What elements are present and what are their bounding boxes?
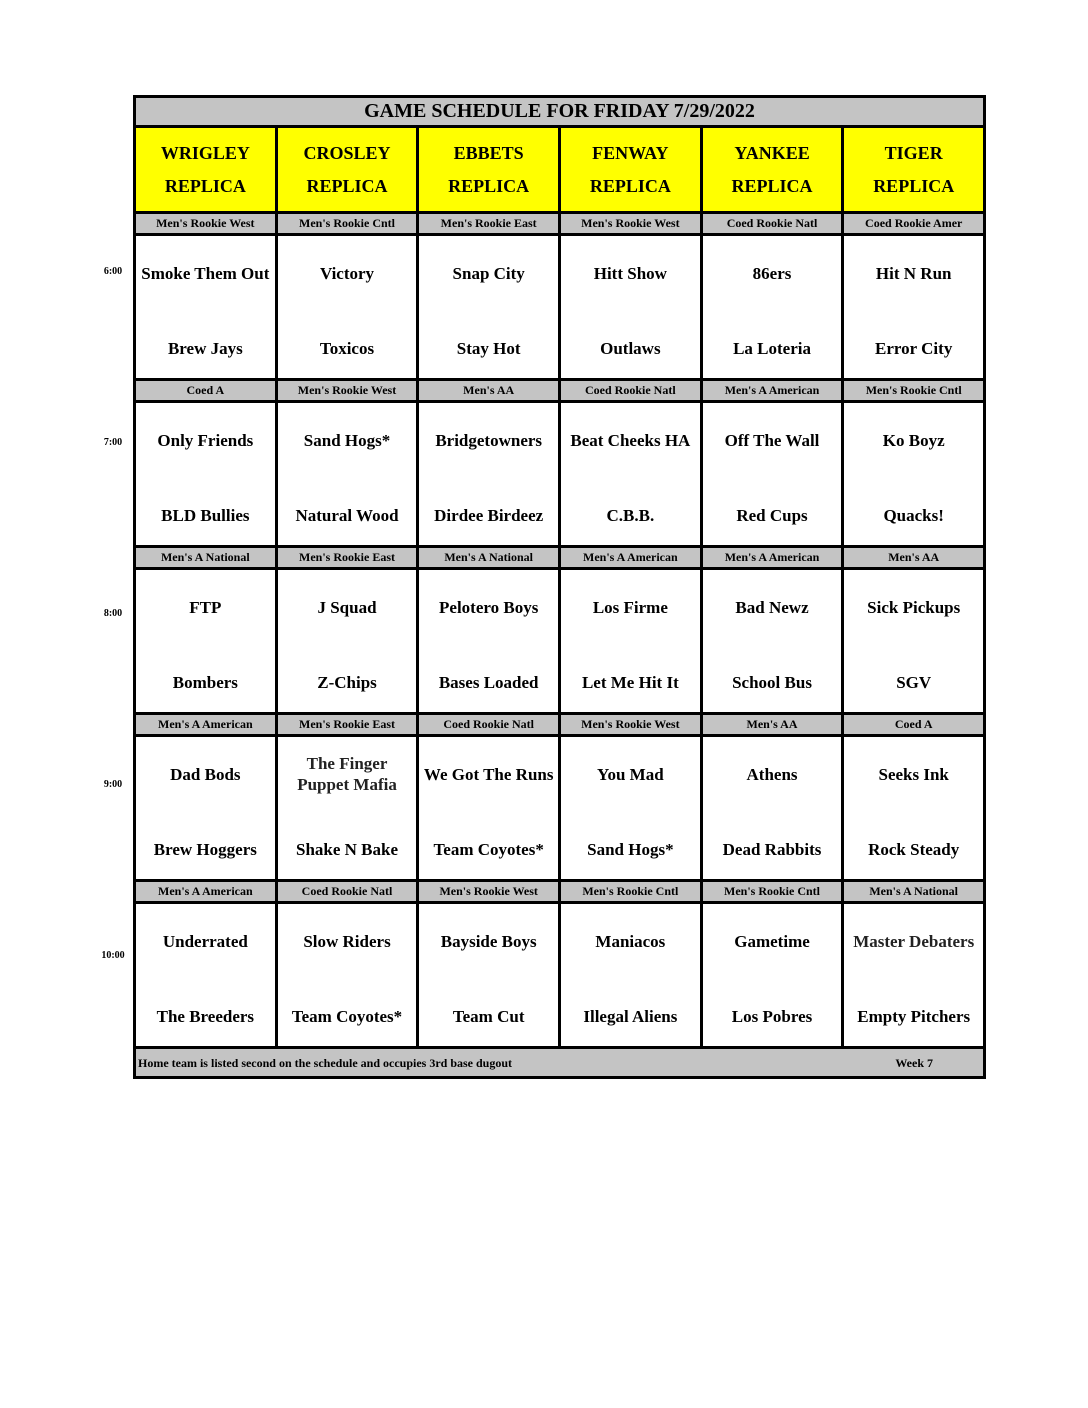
division-label: Men's Rookie Cntl [278, 214, 420, 233]
division-label: Men's AA [844, 548, 983, 567]
division-label: Coed Rookie Natl [419, 715, 561, 734]
division-label: Men's A National [419, 548, 561, 567]
away-team: Off The Wall [724, 430, 820, 450]
division-label: Men's AA [419, 381, 561, 400]
home-team: Team Coyotes* [291, 1006, 403, 1026]
schedule-footer [136, 1049, 983, 1076]
home-team: C.B.B. [606, 505, 655, 525]
game-cell [703, 904, 845, 1046]
home-team: Sand Hogs* [587, 839, 674, 859]
game-cell [561, 737, 703, 879]
game-row [136, 904, 983, 1049]
home-team: Toxicos [319, 338, 375, 358]
field-type: REPLICA [448, 175, 530, 196]
field-header-row [136, 128, 983, 214]
away-team: Maniacos [595, 931, 666, 951]
division-label: Men's Rookie West [561, 715, 703, 734]
game-row [136, 403, 983, 548]
division-row [136, 548, 983, 570]
away-team: Los Firme [592, 597, 668, 617]
game-cell [561, 904, 703, 1046]
away-team: Sick Pickups [867, 597, 961, 617]
division-label: Men's Rookie East [278, 715, 420, 734]
game-cell [561, 236, 703, 378]
game-cell [844, 403, 983, 545]
division-label: Men's AA [703, 715, 845, 734]
home-team: Dirdee Birdeez [434, 505, 544, 525]
away-team: 86ers [752, 263, 792, 283]
home-team: Bases Loaded [438, 672, 539, 692]
division-label: Coed A [844, 715, 983, 734]
field-header [703, 128, 845, 211]
field-type: REPLICA [589, 175, 671, 196]
home-team: Let Me Hit It [581, 672, 679, 692]
time-label: 7:00 [103, 437, 123, 448]
time-label: 6:00 [103, 266, 123, 277]
away-team: Hitt Show [593, 263, 667, 283]
game-cell [419, 904, 561, 1046]
game-row [136, 236, 983, 381]
home-team: The Breeders [156, 1006, 255, 1026]
away-team: Ko Boyz [882, 430, 945, 450]
game-cell [136, 904, 278, 1046]
division-label: Men's Rookie East [278, 548, 420, 567]
home-team: Z-Chips [317, 672, 377, 692]
field-name: FENWAY [592, 142, 669, 163]
time-label: 9:00 [103, 779, 123, 790]
home-team: Team Cut [452, 1006, 525, 1026]
away-team: Sand Hogs* [303, 430, 391, 450]
division-label: Men's A American [136, 715, 278, 734]
division-label: Coed Rookie Natl [278, 882, 420, 901]
field-header [136, 128, 278, 211]
field-name: WRIGLEY [160, 142, 250, 163]
home-team: Brew Jays [167, 338, 243, 358]
away-team: Hit N Run [875, 263, 952, 283]
away-team: We Got The Runs [423, 764, 554, 784]
field-type: REPLICA [731, 175, 813, 196]
home-team: SGV [896, 672, 932, 692]
away-team: Smoke Them Out [141, 263, 270, 283]
home-team: Dead Rabbits [722, 839, 822, 859]
game-cell [278, 737, 420, 879]
away-team: Slow Riders [303, 931, 391, 951]
home-team-note: Home team is listed second on the schedule and occupies 3rd base dugout [138, 1056, 513, 1070]
division-label: Coed Rookie Amer [844, 214, 983, 233]
home-team: Quacks! [883, 505, 944, 525]
game-cell [136, 570, 278, 712]
away-team: FTP [189, 597, 222, 617]
home-team: Red Cups [736, 505, 808, 525]
division-label: Men's A National [136, 548, 278, 567]
field-header [419, 128, 561, 211]
home-team: Bombers [172, 672, 238, 692]
field-type: REPLICA [164, 175, 246, 196]
away-team: Snap City [452, 263, 525, 283]
game-cell [844, 904, 983, 1046]
division-label: Coed Rookie Natl [561, 381, 703, 400]
game-cell [419, 403, 561, 545]
division-label: Men's A American [703, 381, 845, 400]
field-header [844, 128, 983, 211]
home-team: Rock Steady [868, 839, 960, 859]
game-cell [278, 904, 420, 1046]
field-name: YANKEE [734, 142, 810, 163]
game-row [136, 737, 983, 882]
away-team: Master Debaters [853, 931, 975, 951]
home-team: BLD Bullies [161, 505, 250, 525]
home-team: Error City [875, 338, 953, 358]
home-team: Shake N Bake [295, 839, 399, 859]
away-team: You Mad [597, 764, 664, 784]
game-cell [419, 737, 561, 879]
division-label: Men's Rookie Cntl [703, 882, 845, 901]
home-team: Stay Hot [456, 338, 521, 358]
game-cell [561, 403, 703, 545]
away-team: Bayside Boys [440, 931, 537, 951]
game-cell [278, 570, 420, 712]
game-row [136, 570, 983, 715]
home-team: La Loteria [733, 338, 811, 358]
game-cell [703, 403, 845, 545]
away-team: Underrated [162, 931, 248, 951]
game-cell [278, 403, 420, 545]
field-type: REPLICA [306, 175, 388, 196]
away-team: Pelotero Boys [439, 597, 539, 617]
away-team: The Finger Puppet Mafia [297, 754, 397, 794]
schedule-title: GAME SCHEDULE FOR FRIDAY 7/29/2022 [136, 98, 983, 128]
division-label: Coed A [136, 381, 278, 400]
division-label: Men's Rookie Cntl [844, 381, 983, 400]
field-name: EBBETS [453, 142, 524, 163]
game-cell [844, 236, 983, 378]
division-row [136, 715, 983, 737]
division-label: Men's Rookie Cntl [561, 882, 703, 901]
away-team: Bridgetowners [435, 430, 543, 450]
game-cell [844, 570, 983, 712]
division-label: Men's A American [136, 882, 278, 901]
field-name: CROSLEY [303, 142, 391, 163]
field-type: REPLICA [873, 175, 955, 196]
game-cell [703, 737, 845, 879]
game-cell [419, 236, 561, 378]
game-cell [136, 236, 278, 378]
away-team: Only Friends [157, 430, 254, 450]
schedule-table [133, 95, 986, 1079]
week-label: Week 7 [895, 1056, 933, 1070]
game-cell [703, 236, 845, 378]
home-team: Team Coyotes* [433, 839, 544, 859]
game-cell [419, 570, 561, 712]
division-label: Men's A National [844, 882, 983, 901]
away-team: Beat Cheeks HA [570, 430, 691, 450]
division-row [136, 882, 983, 904]
game-cell [136, 737, 278, 879]
division-label: Men's Rookie West [278, 381, 420, 400]
division-label: Men's Rookie East [419, 214, 561, 233]
field-header [561, 128, 703, 211]
home-team: Los Pobres [731, 1006, 813, 1026]
home-team: Empty Pitchers [857, 1006, 971, 1026]
division-label: Coed Rookie Natl [703, 214, 845, 233]
field-header [278, 128, 420, 211]
division-label: Men's Rookie West [419, 882, 561, 901]
game-cell [278, 236, 420, 378]
home-team: Brew Hoggers [153, 839, 257, 859]
division-label: Men's Rookie West [136, 214, 278, 233]
home-team: Natural Wood [295, 505, 399, 525]
game-cell [844, 737, 983, 879]
away-team: J Squad [317, 597, 377, 617]
away-team: Dad Bods [170, 764, 241, 784]
division-row [136, 381, 983, 403]
away-team: Athens [746, 764, 798, 784]
home-team: Illegal Aliens [583, 1006, 678, 1026]
game-cell [136, 403, 278, 545]
game-cell [703, 570, 845, 712]
away-team: Victory [319, 263, 375, 283]
away-team: Bad Newz [735, 597, 809, 617]
game-cell [561, 570, 703, 712]
time-label: 10:00 [101, 950, 125, 961]
division-label: Men's Rookie West [561, 214, 703, 233]
division-label: Men's A American [703, 548, 845, 567]
away-team: Seeks Ink [878, 764, 949, 784]
time-label: 8:00 [103, 608, 123, 619]
division-row [136, 214, 983, 236]
away-team: Gametime [734, 931, 810, 951]
field-name: TIGER [884, 142, 943, 163]
home-team: School Bus [732, 672, 812, 692]
home-team: Outlaws [600, 338, 661, 358]
division-label: Men's A American [561, 548, 703, 567]
